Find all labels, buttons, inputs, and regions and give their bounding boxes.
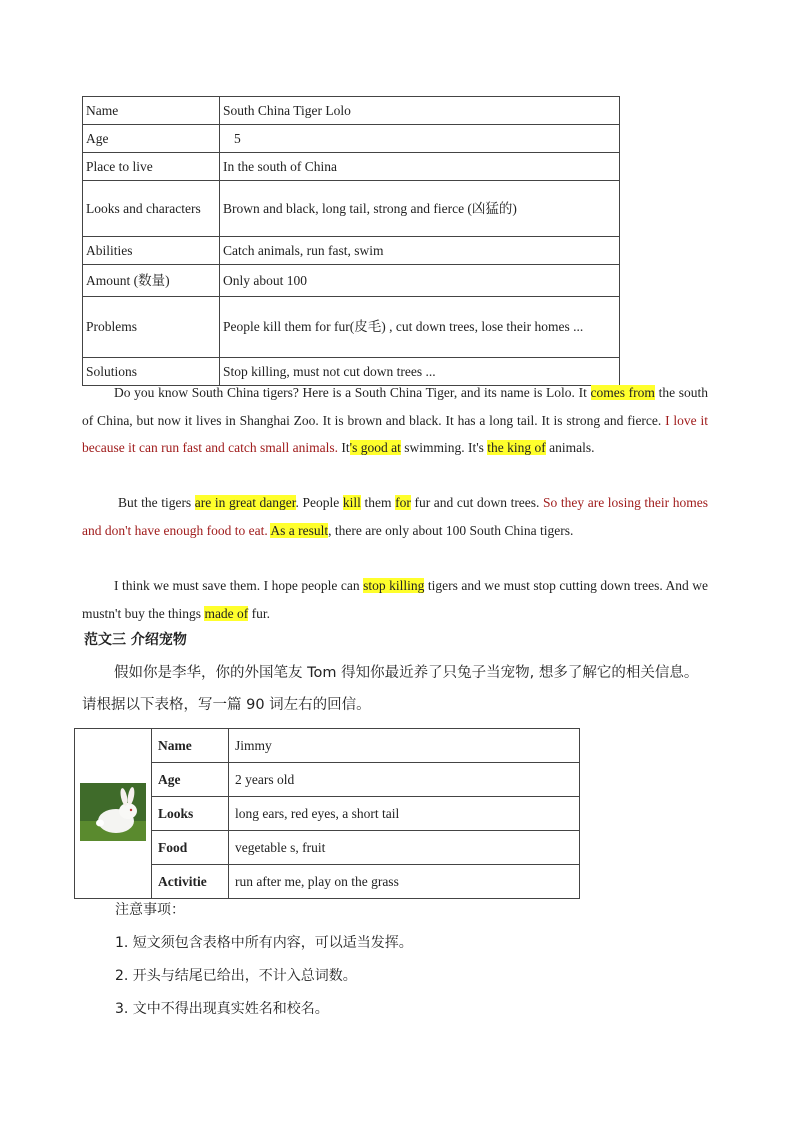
row-label: Place to live: [83, 153, 220, 181]
section-heading: 范文三 介绍宠物: [84, 632, 187, 648]
table-row: [83, 181, 620, 237]
notes-title: 注意事项：: [115, 902, 185, 918]
table-row: [83, 97, 620, 125]
tiger-profile-table: [82, 96, 620, 386]
table-row: [75, 729, 580, 763]
row-label: Abilities: [83, 237, 220, 265]
red-sentence: I love it because it can run fast and catch small animals.: [82, 412, 708, 455]
essay-paragraph-3: [82, 572, 708, 627]
note-item: 2. 开头与结尾已给出，不计入总词数。: [115, 968, 357, 984]
text-run: It: [338, 440, 350, 455]
text-run: fur and cut down trees.: [410, 495, 544, 510]
row-label: Name: [83, 97, 220, 125]
row-value: South China Tiger Lolo: [220, 97, 620, 125]
table-row: [83, 237, 620, 265]
section-prompt: 假如你是李华，你的外国笔友 Tom 得知你最近养了只兔子当宠物, 想多了解它的相关信息。请根据以下表格，写一篇 90 词左右的回信。: [82, 665, 699, 713]
note-item: 3. 文中不得出现真实姓名和校名。: [115, 1001, 329, 1017]
row-value: 5: [220, 125, 620, 153]
row-value: People kill them for fur(皮毛) , cut down trees, lose their homes ...: [220, 297, 620, 358]
highlight-phrase: 's good at: [349, 440, 401, 455]
text-run: them: [360, 495, 396, 510]
row-label: Food: [152, 831, 229, 865]
row-value: vegetable s, fruit: [229, 831, 580, 865]
text-run: tigers and we must stop cutting down trees. And we mustn't buy the things: [82, 578, 708, 621]
row-value: Catch animals, run fast, swim: [220, 237, 620, 265]
table-row: [83, 265, 620, 297]
highlight-phrase: for: [395, 495, 411, 510]
highlight-phrase: are in great danger: [194, 495, 296, 510]
pet-info-table: [74, 728, 580, 899]
rabbit-photo-icon: [80, 783, 146, 841]
text-run: the south of China, but now it lives in Shanghai Zoo. It is brown and black. It has a long tail. It is strong and fierce.: [82, 385, 708, 428]
row-value: Jimmy: [229, 729, 580, 763]
row-value: In the south of China: [220, 153, 620, 181]
row-label: Amount (数量): [83, 265, 220, 297]
red-sentence: So they are losing their homes and don't have enough food to eat.: [82, 495, 708, 538]
highlight-phrase: As a result: [270, 522, 329, 538]
row-value: Only about 100: [220, 265, 620, 297]
row-label: Looks and characters: [83, 181, 220, 237]
highlight-phrase: made of: [204, 605, 249, 621]
text-run: , there are only about 100 South China tigers.: [328, 522, 574, 538]
row-value: run after me, play on the grass: [229, 865, 580, 899]
text-run: animals.: [545, 440, 595, 455]
text-run: Do you know South China tigers? Here is a South China Tiger, and its name is Lolo. It: [114, 385, 591, 400]
highlight-phrase: stop killing: [363, 578, 425, 593]
highlight-phrase: kill: [342, 495, 361, 510]
row-label: Looks: [152, 797, 229, 831]
text-run: I think we must save them. I hope people can: [114, 578, 364, 593]
row-value: 2 years old: [229, 763, 580, 797]
row-label: Problems: [83, 297, 220, 358]
row-value: Stop killing, must not cut down trees ...: [220, 358, 620, 386]
text-run: fur.: [248, 605, 271, 621]
table-row: [83, 125, 620, 153]
row-value: Brown and black, long tail, strong and fierce (凶猛的): [220, 181, 620, 237]
essay-paragraph-1: [82, 379, 708, 462]
row-label: Name: [152, 729, 229, 763]
row-label: Activitie: [152, 865, 229, 899]
row-label: Solutions: [83, 358, 220, 386]
row-label: Age: [83, 125, 220, 153]
note-item: 1. 短文须包含表格中所有内容，可以适当发挥。: [115, 935, 413, 951]
row-label: Age: [152, 763, 229, 797]
text-run: But the tigers: [118, 495, 195, 510]
rabbit-photo-cell: [75, 729, 152, 899]
text-run: . People: [295, 495, 343, 510]
table-row: [83, 297, 620, 358]
table-row: [83, 153, 620, 181]
highlight-phrase: the king of: [487, 440, 546, 455]
text-run: swimming. It's: [400, 440, 488, 455]
row-value: long ears, red eyes, a short tail: [229, 797, 580, 831]
essay-paragraph-2: [82, 489, 708, 544]
highlight-phrase: comes from: [590, 385, 655, 400]
